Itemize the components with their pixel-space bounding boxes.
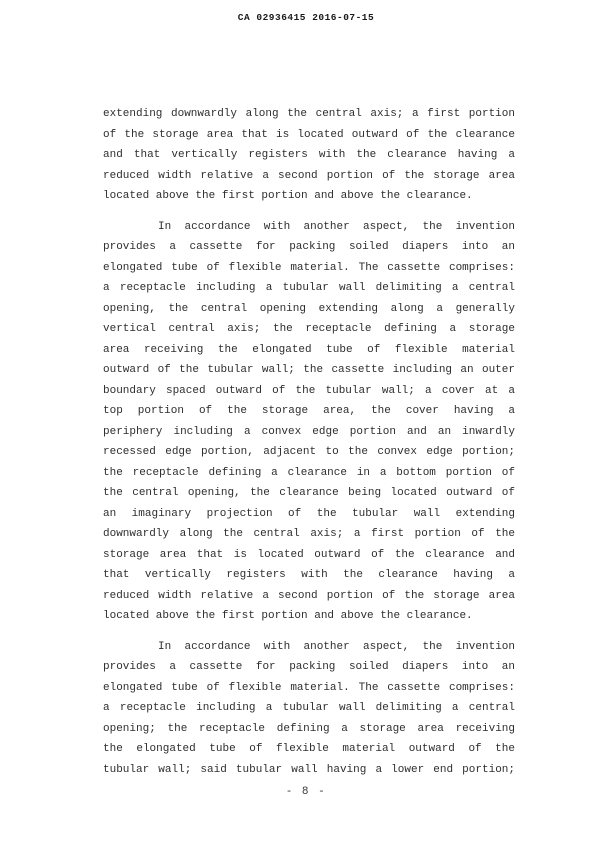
text-line: opening; the receptacle defining a storage area receiving xyxy=(103,722,515,735)
text-line: located above the first portion and above the clearance. xyxy=(103,610,473,622)
text-line: reduced width relative a second portion of the storage area xyxy=(103,169,515,182)
page-number: - 8 - xyxy=(285,786,327,798)
text-line: provides a cassette for packing soiled diapers into an xyxy=(103,241,515,253)
text-line: periphery including a convex edge portion and an inwardly xyxy=(103,425,515,438)
text-line: In accordance with another aspect, the invention xyxy=(158,640,515,653)
text-line: extending downwardly along the central axis; a first portion xyxy=(103,108,515,120)
paragraph-3 xyxy=(103,637,515,781)
text-line: vertical central axis; the receptacle defining a storage xyxy=(103,323,515,335)
paragraph-2 xyxy=(103,217,515,627)
text-line: storage area that is located outward of the clearance and xyxy=(103,548,515,561)
text-line: provides a cassette for packing soiled diapers into an xyxy=(103,661,515,673)
document-body xyxy=(103,104,515,780)
text-line: tubular wall; said tubular wall having a lower end portion; xyxy=(103,763,515,776)
text-line: the receptacle defining a clearance in a bottom portion of xyxy=(103,466,515,479)
text-line: a receptacle including a tubular wall delimiting a central xyxy=(103,702,515,714)
text-line: the elongated tube of flexible material outward of the xyxy=(103,743,515,755)
text-line: reduced width relative a second portion of the storage area xyxy=(103,589,515,602)
text-line: recessed edge portion, adjacent to the convex edge portion; xyxy=(103,446,515,458)
text-line: boundary spaced outward of the tubular wall; a cover at a xyxy=(103,384,515,397)
text-line: downwardly along the central axis; a first portion of the xyxy=(103,528,515,540)
text-line: and that vertically registers with the clearance having a xyxy=(103,149,515,161)
text-line: an imaginary projection of the tubular wall extending xyxy=(103,507,515,520)
text-line: area receiving the elongated tube of flexible material xyxy=(103,343,515,356)
text-line: a receptacle including a tubular wall delimiting a central xyxy=(103,282,515,294)
text-line: the central opening, the clearance being located outward of xyxy=(103,487,515,499)
text-line: located above the first portion and above the clearance. xyxy=(103,190,473,202)
text-line: top portion of the storage area, the cover having a xyxy=(103,405,515,417)
text-line: opening, the central opening extending along a generally xyxy=(103,302,515,315)
text-line: outward of the tubular wall; the cassette including an outer xyxy=(103,364,515,376)
text-line: elongated tube of flexible material. The cassette comprises: xyxy=(103,261,515,274)
text-line: of the storage area that is located outward of the clearance xyxy=(103,128,515,141)
text-line: In accordance with another aspect, the invention xyxy=(158,220,515,233)
text-line: that vertically registers with the clearance having a xyxy=(103,569,515,581)
text-line: elongated tube of flexible material. The cassette comprises: xyxy=(103,681,515,694)
document-id-header: CA 02936415 2016-07-15 xyxy=(237,12,375,23)
paragraph-1 xyxy=(103,104,515,207)
